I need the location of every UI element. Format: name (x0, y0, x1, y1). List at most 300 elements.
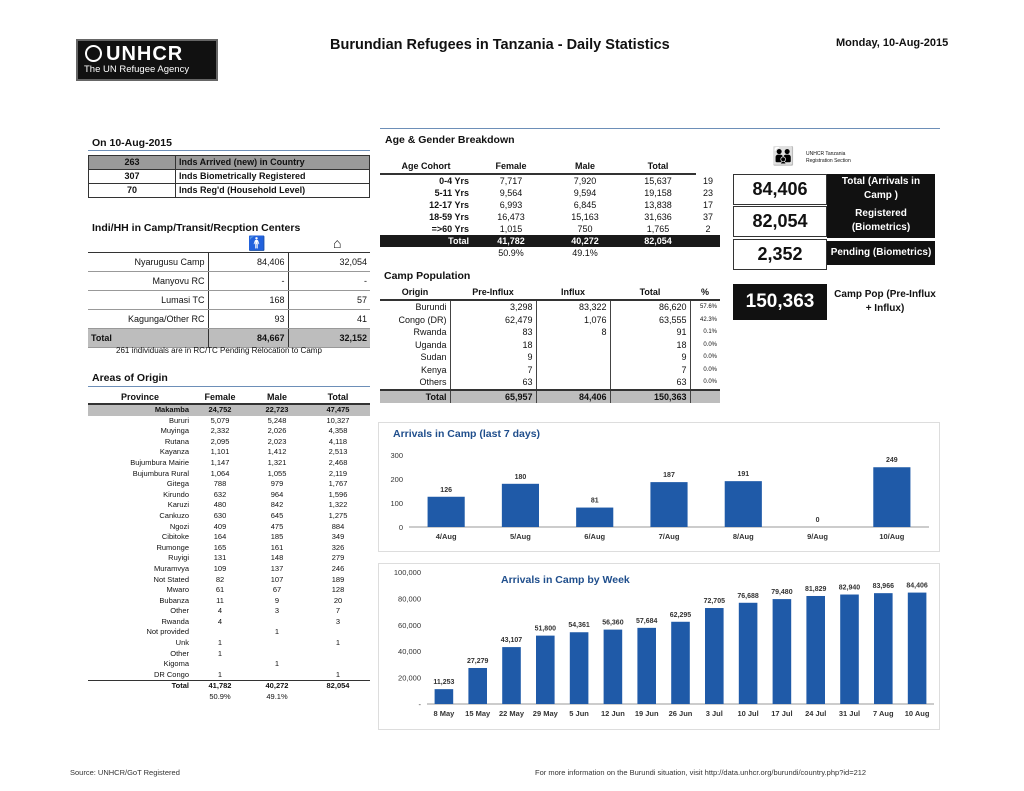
camp-pop-cell: 9 (610, 351, 690, 364)
origin-cell: 5,079 (210, 415, 230, 425)
chart-bar (576, 508, 613, 527)
camp-pop-total: 150,363 (733, 284, 827, 320)
category-label: 4/Aug (435, 532, 457, 541)
origin-row (88, 670, 370, 681)
age-cell (696, 247, 720, 259)
individual-icon: 🚹 (248, 235, 266, 251)
on-date-value: 70 (89, 184, 176, 198)
camp-pop-cell: 84,406 (536, 390, 610, 404)
data-label: 187 (663, 472, 675, 480)
data-label: 62,295 (669, 611, 692, 619)
category-label: 9/Aug (807, 532, 828, 541)
age-column-header: Male (550, 160, 620, 174)
age-cell: 6,993 (499, 200, 523, 210)
camp-pop-row (380, 300, 720, 314)
camp-pop-cell (536, 364, 610, 377)
age-cell: 750 (577, 224, 593, 234)
age-cell: Total (380, 235, 472, 247)
origin-cell: 884 (331, 521, 345, 531)
origin-row (88, 532, 370, 543)
camp-pop-row (380, 390, 720, 404)
on-date-row (89, 184, 370, 198)
origin-cell: 964 (270, 489, 284, 499)
origin-cell: 4 (217, 616, 223, 626)
y-tick-label: 60,000 (398, 620, 421, 630)
camp-name: Manyovu RC (88, 272, 208, 291)
camp-pop-cell: 83,322 (536, 300, 610, 314)
origin-cell: 131 (213, 553, 227, 563)
data-label: 43,107 (500, 637, 523, 645)
chart-bar (671, 622, 690, 704)
origin-cell: 161 (270, 542, 284, 552)
origin-column-header: Total (306, 392, 370, 404)
camp-pop-column-header: Total (610, 286, 690, 300)
unhcr-logo (76, 39, 218, 81)
daily-arrivals-chart (379, 423, 939, 551)
camp-pop-heading: Camp Population (384, 270, 471, 282)
origin-row (88, 416, 370, 427)
chart-bar (739, 603, 758, 704)
category-label: 3 Jul (705, 709, 723, 718)
y-tick-label: 100 (390, 499, 403, 508)
camp-pop-cell: 150,363 (610, 390, 690, 404)
origin-cell: 1 (335, 669, 341, 679)
camp-pop-cell: 86,620 (610, 300, 690, 314)
chart-bar (806, 596, 825, 704)
source-note: Source: UNHCR/GoT Registered (70, 768, 180, 777)
chart-bar (428, 497, 465, 527)
origin-row (88, 606, 370, 617)
on-date-value: 307 (89, 170, 176, 184)
origin-row (88, 553, 370, 564)
origin-cell (192, 659, 248, 670)
on-date-value: 263 (89, 156, 176, 170)
camp-pop-cell: 0.0% (703, 354, 717, 360)
category-label: 10 Jul (737, 709, 759, 718)
age-cell: 16,473 (497, 212, 525, 222)
origin-row (88, 617, 370, 628)
origin-cell: 61 (215, 585, 225, 595)
chart-title: Arrivals in Camp (last 7 days) (393, 428, 541, 440)
origin-cell: 1,321 (267, 457, 287, 467)
origin-cell: 148 (270, 553, 284, 563)
camp-individuals: - (208, 272, 288, 291)
chart-bar (908, 593, 927, 704)
camp-pop-cell: Congo (DR) (380, 314, 450, 327)
origin-cell: 632 (213, 489, 227, 499)
camp-pop-cell: 3,298 (450, 300, 536, 314)
age-cell: 12-17 Yrs (429, 200, 469, 210)
data-label: 72,705 (703, 598, 726, 606)
origin-row (88, 479, 370, 490)
registered-label: Registered (Biometrics) (827, 206, 935, 238)
category-label: 10/Aug (879, 532, 905, 541)
category-label: 5/Aug (510, 532, 531, 541)
origin-header-row (88, 392, 370, 404)
camp-pop-cell: 83 (450, 326, 536, 339)
origin-cell: 109 (213, 563, 227, 573)
age-row (380, 247, 720, 259)
arrivals-label: Total (Arrivals in Camp ) (827, 174, 935, 206)
origin-row (88, 447, 370, 458)
chart-bar (637, 628, 656, 704)
origin-heading: Areas of Origin (92, 372, 168, 384)
registered-total: 82,054 (733, 206, 827, 237)
camp-pop-row (380, 376, 720, 390)
origin-cell: 47,475 (306, 404, 370, 416)
data-label: 56,360 (602, 619, 624, 627)
age-cell (380, 247, 472, 259)
camp-pop-column-header: Influx (536, 286, 610, 300)
camp-pop-cell: Others (380, 376, 450, 390)
chart-bar (650, 482, 687, 527)
camp-households: 57 (288, 291, 370, 310)
camps-table (88, 252, 370, 348)
data-label: 83,966 (872, 583, 895, 591)
y-tick-label: 80,000 (398, 594, 421, 604)
chart-bar (502, 647, 521, 704)
origin-cell (306, 649, 370, 660)
chart-bar (840, 595, 859, 704)
origin-row (88, 469, 370, 480)
chart-bar (604, 630, 623, 704)
on-date-label: Inds Arrived (new) in Country (176, 156, 370, 170)
origin-cell: 279 (331, 553, 345, 563)
age-cell: 1,015 (499, 224, 523, 234)
origin-cell (248, 649, 306, 660)
data-label: 54,361 (568, 622, 590, 630)
origin-cell: 630 (213, 510, 227, 520)
origin-cell: 1,055 (267, 468, 287, 478)
camp-pop-cell: 62,479 (450, 314, 536, 327)
origin-cell: 40,272 (248, 681, 306, 692)
camp-pop-cell: 8 (536, 326, 610, 339)
camp-pop-header-row (380, 286, 720, 300)
age-cell: 19,158 (644, 188, 672, 198)
origin-row (88, 522, 370, 533)
origin-row (88, 426, 370, 437)
origin-cell: 5,248 (267, 415, 287, 425)
chart-bar (435, 689, 454, 704)
age-cell: 23 (702, 188, 713, 198)
origin-cell: Karuzi (167, 500, 189, 510)
origin-cell: 1 (217, 638, 223, 648)
camp-pop-cell: 18 (450, 339, 536, 352)
origin-cell: 22,723 (248, 404, 306, 416)
category-label: 19 Jun (634, 709, 659, 718)
origin-cell: Muramvya (153, 563, 189, 573)
chart-bar (502, 484, 539, 527)
camp-pop-cell (536, 351, 610, 364)
weekly-arrivals-chart-box (378, 563, 940, 730)
origin-cell: 1,147 (210, 457, 230, 467)
camp-pop-cell: 18 (610, 339, 690, 352)
origin-cell: Cibitoke (161, 532, 189, 542)
age-cell: 9,564 (499, 188, 523, 198)
origin-cell: Bururi (168, 415, 189, 425)
summary-note: UNHCR Tanzania Registration Section (806, 151, 851, 164)
camp-pop-cell: 0.0% (703, 379, 717, 385)
origin-cell: 1 (274, 659, 280, 669)
camp-pop-column-header: Origin (380, 286, 450, 300)
origin-cell: Other (170, 648, 189, 658)
age-cell: 9,594 (573, 188, 597, 198)
camp-pop-row (380, 351, 720, 364)
camp-pop-cell: 0.1% (703, 329, 717, 335)
age-cell: 7,920 (573, 176, 597, 186)
camp-name: Kagunga/Other RC (88, 310, 208, 329)
origin-cell: 1 (217, 669, 223, 679)
camps-note: 261 individuals are in RC/TC Pending Relocation to Camp (116, 346, 322, 355)
category-label: 15 May (465, 709, 491, 718)
chart-bar (570, 632, 589, 704)
on-date-row (89, 170, 370, 184)
camp-pop-cell: Uganda (380, 339, 450, 352)
data-label: 11,253 (433, 679, 455, 687)
data-label: 84,406 (906, 582, 928, 590)
origin-cell: Kayanza (159, 447, 189, 457)
origin-cell: Makamba (88, 404, 192, 416)
age-cell: 6,845 (573, 200, 597, 210)
origin-cell: Ruyigi (168, 553, 189, 563)
origin-cell: 128 (331, 585, 345, 595)
age-column-header: Female (472, 160, 550, 174)
origin-cell: 2,119 (328, 468, 348, 478)
origin-row (88, 681, 370, 692)
camp-pop-table (380, 286, 720, 403)
origin-cell: Muyinga (160, 426, 189, 436)
origin-cell: Bubanza (159, 595, 189, 605)
origin-cell: 2,023 (267, 436, 287, 446)
data-label: 180 (514, 473, 527, 481)
y-tick-label: - (418, 700, 421, 709)
age-cell: 82,054 (620, 235, 696, 247)
origin-column-header: Male (248, 392, 306, 404)
y-tick-label: 40,000 (398, 647, 421, 657)
y-tick-label: 20,000 (398, 673, 421, 683)
origin-cell: 409 (213, 521, 227, 531)
camp-individuals: 168 (208, 291, 288, 310)
age-cell: 18-59 Yrs (429, 212, 469, 222)
origin-row (88, 500, 370, 511)
origin-row (88, 638, 370, 649)
origin-row (88, 437, 370, 448)
origin-cell: 645 (270, 510, 284, 520)
origin-cell: 979 (270, 479, 284, 489)
origin-cell: 1,275 (328, 510, 348, 520)
data-label: 0 (815, 517, 820, 524)
camp-pop-cell: Sudan (380, 351, 450, 364)
origin-row (88, 564, 370, 575)
origin-cell (306, 692, 370, 703)
age-row (380, 199, 720, 211)
camp-pop-cell: 63,555 (610, 314, 690, 327)
camp-pop-cell (536, 376, 610, 390)
on-date-row (89, 156, 370, 170)
camp-pop-cell: 1,076 (536, 314, 610, 327)
origin-cell: Mwaro (166, 585, 189, 595)
camp-name: Total (88, 329, 208, 348)
origin-cell (248, 617, 306, 628)
origin-cell: 49.1% (266, 692, 288, 702)
category-label: 8 May (433, 709, 455, 718)
age-row (380, 211, 720, 223)
camp-pop-cell: 9 (450, 351, 536, 364)
origin-cell: 165 (213, 542, 227, 552)
origin-cell: Unk (175, 638, 189, 648)
origin-cell: 1 (217, 648, 223, 658)
age-cell: 41,782 (472, 235, 550, 247)
origin-cell: 3 (274, 606, 280, 616)
origin-cell (192, 627, 248, 638)
origin-cell: 1,767 (328, 479, 348, 489)
camp-individuals: 93 (208, 310, 288, 329)
data-label: 249 (886, 457, 898, 465)
origin-cell: 349 (331, 532, 345, 542)
origin-row (88, 490, 370, 501)
age-cell: =>60 Yrs (431, 224, 469, 234)
origin-cell: Total (88, 681, 192, 692)
origin-row (88, 404, 370, 416)
origin-cell: 9 (274, 595, 280, 605)
origin-cell: Rutana (164, 436, 189, 446)
logo-subtext: The UN Refugee Agency (84, 64, 190, 75)
camp-pop-cell: 7 (610, 364, 690, 377)
age-cell: 31,636 (644, 212, 672, 222)
household-icon: ⌂ (333, 235, 342, 251)
origin-row (88, 585, 370, 596)
age-row (380, 187, 720, 199)
origin-cell: 1 (335, 638, 341, 648)
camp-pop-cell (536, 339, 610, 352)
camp-individuals: 84,667 (208, 329, 288, 348)
origin-cell: 7 (335, 606, 341, 616)
origin-cell (248, 638, 306, 649)
origin-cell: 1 (274, 627, 280, 637)
origin-cell: 82 (215, 574, 225, 584)
origin-row (88, 692, 370, 703)
category-label: 29 May (532, 709, 558, 718)
chart-bar (873, 467, 910, 527)
origin-cell: 1,322 (328, 500, 348, 510)
on-date-table (88, 155, 370, 198)
chart-bar (773, 599, 792, 704)
origin-cell: 189 (331, 574, 345, 584)
data-label: 191 (737, 471, 750, 479)
camp-pop-cell: 63 (450, 376, 536, 390)
data-label: 76,688 (737, 592, 759, 600)
category-label: 8/Aug (732, 532, 754, 541)
origin-cell: 24,752 (192, 404, 248, 416)
age-cell: 40,272 (550, 235, 620, 247)
origin-cell: 1,412 (267, 447, 287, 457)
category-label: 26 Jun (668, 709, 693, 718)
category-label: 7 Aug (873, 709, 894, 718)
origin-cell: Gitega (166, 479, 189, 489)
camp-row (88, 291, 370, 310)
category-label: 17 Jul (771, 709, 793, 718)
age-cell: 1,765 (646, 224, 670, 234)
origin-cell: Not provided (146, 627, 189, 637)
people-icon: 👪 (772, 146, 795, 166)
on-date-label: Inds Biometrically Registered (176, 170, 370, 184)
data-label: 126 (440, 486, 452, 494)
age-header-row (380, 160, 720, 174)
origin-cell: 1,596 (328, 489, 348, 499)
origin-column-header: Province (88, 392, 192, 404)
origin-cell: 137 (270, 563, 284, 573)
data-label: 81,829 (804, 585, 827, 593)
age-cell: 15,163 (571, 212, 599, 222)
origin-cell: 480 (213, 500, 227, 510)
origin-cell: 10,327 (326, 415, 350, 425)
camp-pop-column-header: Pre-Influx (450, 286, 536, 300)
origin-cell: 1,064 (210, 468, 230, 478)
age-heading: Age & Gender Breakdown (385, 134, 515, 146)
logo-text: UNHCR (106, 43, 184, 65)
origin-cell: 2,026 (267, 426, 287, 436)
origin-cell: Rumonge (156, 542, 189, 552)
age-cell: 7,717 (499, 176, 523, 186)
origin-table (88, 392, 370, 703)
category-label: 5 Jun (569, 709, 589, 718)
camp-pop-row (380, 326, 720, 339)
on-date-label: Inds Reg'd (Household Level) (176, 184, 370, 198)
category-label: 12 Jun (601, 709, 625, 718)
pending-label: Pending (Biometrics) (827, 241, 935, 265)
camps-heading: Indi/HH in Camp/Transit/Recption Centers (92, 222, 301, 234)
age-cell: 2 (705, 224, 711, 234)
arrivals-total: 84,406 (733, 174, 827, 205)
daily-arrivals-chart-box (378, 422, 940, 552)
origin-cell: Other (170, 606, 189, 616)
camp-pop-cell: Kenya (380, 364, 450, 377)
origin-cell: 2,513 (328, 447, 348, 457)
camp-pop-cell: 0.0% (703, 341, 717, 348)
camp-name: Lumasi TC (88, 291, 208, 310)
camp-pop-cell: Rwanda (380, 326, 450, 339)
origin-cell: 50.9% (209, 692, 231, 702)
origin-cell: 82,054 (306, 681, 370, 692)
origin-row (88, 511, 370, 522)
camp-pop-cell: Total (380, 390, 450, 404)
origin-cell: 326 (331, 542, 345, 552)
category-label: 10 Aug (904, 709, 930, 718)
origin-cell (88, 692, 192, 703)
category-label: 6/Aug (584, 532, 606, 541)
age-row (380, 174, 720, 187)
camp-households: 41 (288, 310, 370, 329)
camp-pop-cell: 91 (610, 326, 690, 339)
age-cell: 0-4 Yrs (439, 176, 469, 186)
origin-row (88, 596, 370, 607)
origin-cell: 185 (270, 532, 284, 542)
camp-row (88, 329, 370, 348)
camp-households: 32,054 (288, 253, 370, 272)
pending-total: 2,352 (733, 239, 827, 270)
origin-cell: Ngozi (169, 521, 189, 531)
origin-cell: Bujumbura Rural (132, 468, 189, 478)
age-column-header: Age Cohort (380, 160, 472, 174)
data-label: 51,800 (534, 625, 557, 633)
camp-pop-row (380, 339, 720, 352)
origin-cell: 41,782 (192, 681, 248, 692)
data-label: 27,279 (466, 657, 489, 665)
chart-bar (705, 608, 724, 704)
origin-cell: 4,358 (328, 426, 348, 436)
origin-cell: 475 (270, 521, 284, 531)
camp-pop-cell: 65,957 (450, 390, 536, 404)
